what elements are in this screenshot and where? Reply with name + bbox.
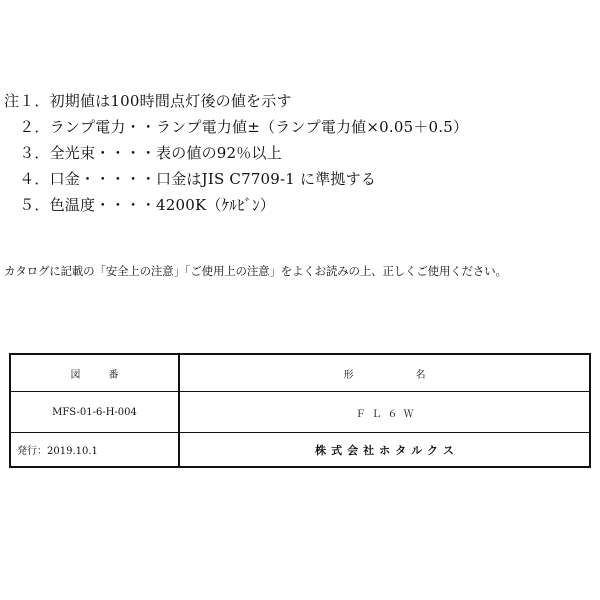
note-line-3 xyxy=(4,142,282,164)
note-line-1 xyxy=(4,90,292,112)
note-prefix: ３． xyxy=(4,144,50,162)
model-name: ＦＬ６Ｗ xyxy=(355,408,420,420)
note-prefix: ２． xyxy=(4,118,50,136)
note-line-4 xyxy=(4,168,376,190)
note-text: 初期値は100時間点灯後の値を示す xyxy=(49,92,292,110)
header-model-name-cell xyxy=(180,355,589,391)
note-prefix: 注１． xyxy=(4,92,50,110)
note-text: 口金・・・・・口金はJIS C7709-1 に準拠する xyxy=(49,170,377,188)
drawing-number-cell xyxy=(11,392,178,432)
company-cell xyxy=(180,433,589,466)
note-prefix: ４． xyxy=(4,170,50,188)
issue-date-cell xyxy=(11,433,178,466)
issue-date: 発行：2019.10.1 xyxy=(17,446,98,457)
company-name: 株式会社ホタルクス xyxy=(315,443,459,457)
header-drawing-number-cell xyxy=(11,355,178,391)
note-line-5 xyxy=(4,194,275,216)
note-prefix: ５． xyxy=(4,196,50,214)
header-drawing-number: 図番 xyxy=(70,369,147,381)
note-text: ランプ電力・・ランプ電力値±（ランプ電力値×0.05＋0.5） xyxy=(49,118,469,136)
note-line-2 xyxy=(4,116,468,138)
note-text: 全光束・・・・表の値の92％以上 xyxy=(49,144,282,162)
header-model-name: 形名 xyxy=(343,369,488,381)
caution-text: カタログに記載の「安全上の注意」「ご使用上の注意」をよくお読みの上、正しくご使用ください。 xyxy=(4,264,507,278)
spec-table xyxy=(9,353,591,468)
drawing-number: MFS-01-6-H-004 xyxy=(52,406,137,418)
model-name-cell xyxy=(180,392,589,432)
note-text: 色温度・・・・4200K（ｹﾙﾋﾞﾝ） xyxy=(49,196,276,214)
